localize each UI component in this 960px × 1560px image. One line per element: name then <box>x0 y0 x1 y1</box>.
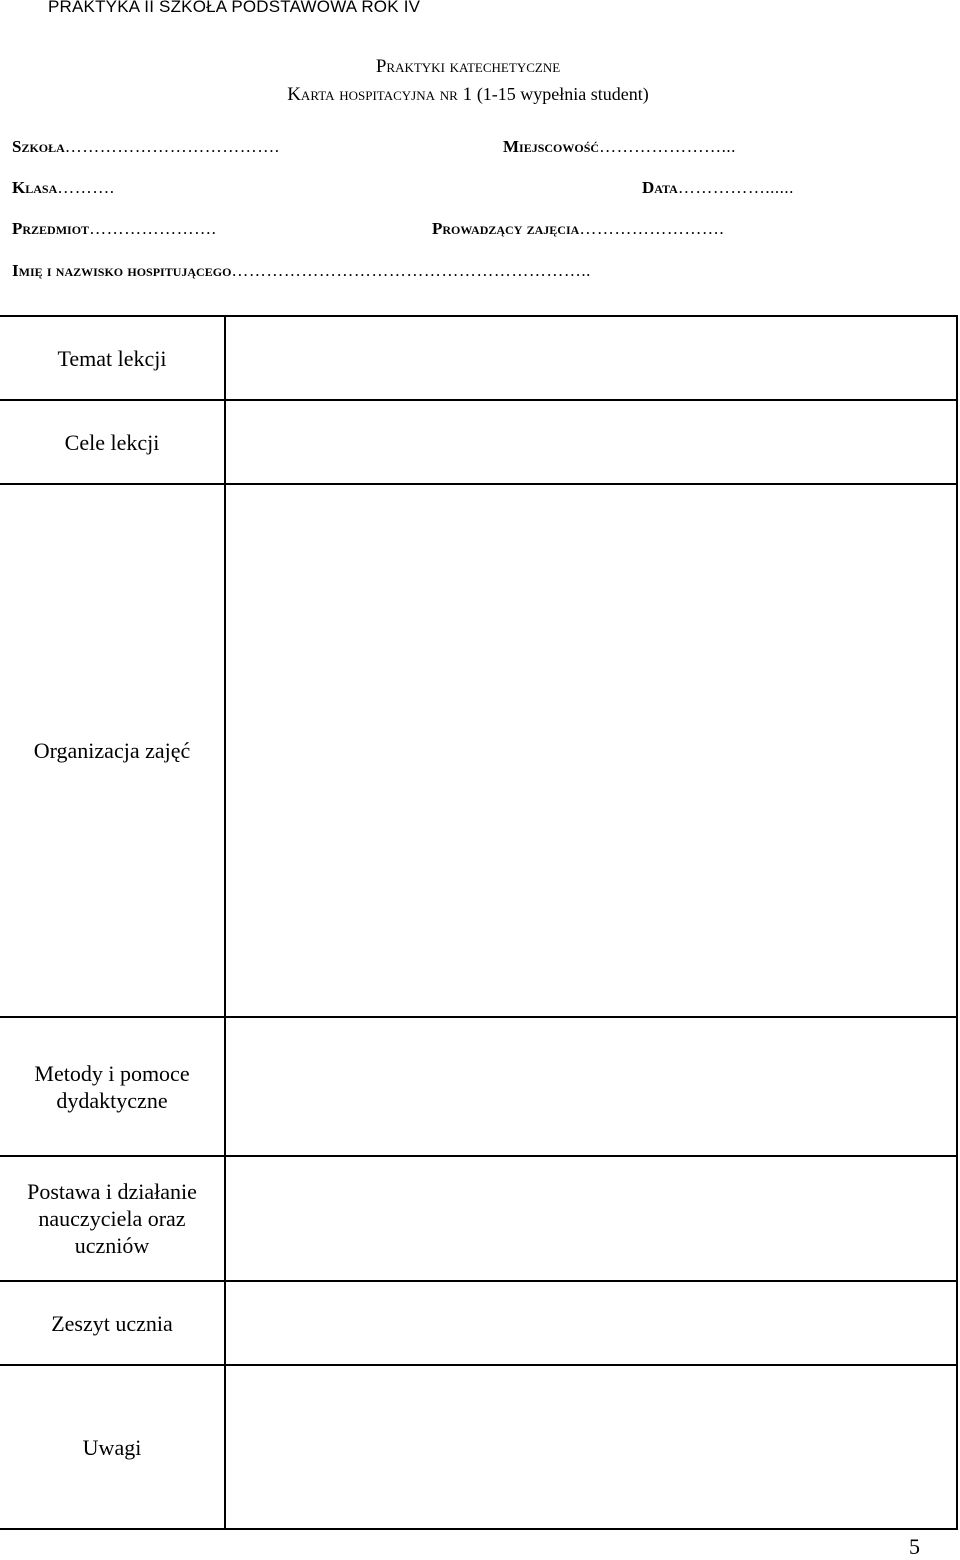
row-label-organizacja: Organizacja zajęć <box>0 484 225 1017</box>
table-row <box>0 484 957 1017</box>
table-row <box>0 1156 957 1281</box>
field-prowadzacy[interactable] <box>432 219 724 239</box>
title-line2-main: Karta hospitacyjna nr <box>287 84 458 105</box>
field-przedmiot-dots: …………………. <box>89 219 217 238</box>
row-value-postawa[interactable] <box>225 1156 957 1281</box>
field-przedmiot-label: Przedmiot <box>12 219 90 238</box>
row-value-uwagi[interactable] <box>225 1365 957 1529</box>
document-title <box>0 56 948 78</box>
field-miejscowosc[interactable] <box>503 137 736 157</box>
field-klasa[interactable] <box>12 178 114 198</box>
field-prowadzacy-label: Prowadzący zajęcia <box>432 219 580 238</box>
observation-table <box>0 315 958 1530</box>
row-value-temat[interactable] <box>225 316 957 400</box>
document-subtitle <box>0 84 948 106</box>
field-miejscowosc-label: Miejscowość <box>503 137 600 156</box>
table-row <box>0 316 957 400</box>
field-data-label: Data <box>642 178 678 197</box>
page-number: 5 <box>909 1534 920 1559</box>
row-value-cele[interactable] <box>225 400 957 484</box>
field-hospitujacy[interactable] <box>12 261 591 281</box>
running-head: PRAKTYKA II SZKOŁA PODSTAWOWA ROK IV <box>48 0 421 16</box>
field-prowadzacy-dots: ……………………. <box>579 219 725 238</box>
field-data-dots: ……………...... <box>677 178 794 197</box>
row-value-zeszyt[interactable] <box>225 1281 957 1365</box>
field-klasa-label: Klasa <box>12 178 58 197</box>
row-value-metody[interactable] <box>225 1017 957 1156</box>
row-label-temat: Temat lekcji <box>0 316 225 400</box>
field-miejscowosc-dots: …………………... <box>599 137 736 156</box>
title-line1: Praktyki katechetyczne <box>375 56 561 77</box>
field-data[interactable] <box>642 178 794 198</box>
table-row <box>0 400 957 484</box>
title-line2-note: (1-15 wypełnia student) <box>476 84 649 104</box>
table-row <box>0 1365 957 1529</box>
row-label-metody: Metody i pomoce dydaktyczne <box>0 1017 225 1156</box>
field-szkola-label: Szkoła <box>12 137 65 156</box>
field-szkola-dots: ………………………………. <box>64 137 280 156</box>
field-klasa-dots: ………. <box>57 178 115 197</box>
field-szkola[interactable] <box>12 137 280 157</box>
table-row <box>0 1017 957 1156</box>
title-line2-number: 1 <box>462 84 473 105</box>
field-hospitujacy-label: Imię i nazwisko hospitującego <box>12 261 232 280</box>
row-label-uwagi: Uwagi <box>0 1365 225 1529</box>
row-label-cele: Cele lekcji <box>0 400 225 484</box>
row-label-zeszyt: Zeszyt ucznia <box>0 1281 225 1365</box>
row-label-postawa: Postawa i działanie nauczyciela oraz uczniów <box>0 1156 225 1281</box>
table-row <box>0 1281 957 1365</box>
field-hospitujacy-dots: …………………………………………………….. <box>231 261 591 280</box>
field-przedmiot[interactable] <box>12 219 216 239</box>
row-value-organizacja[interactable] <box>225 484 957 1017</box>
